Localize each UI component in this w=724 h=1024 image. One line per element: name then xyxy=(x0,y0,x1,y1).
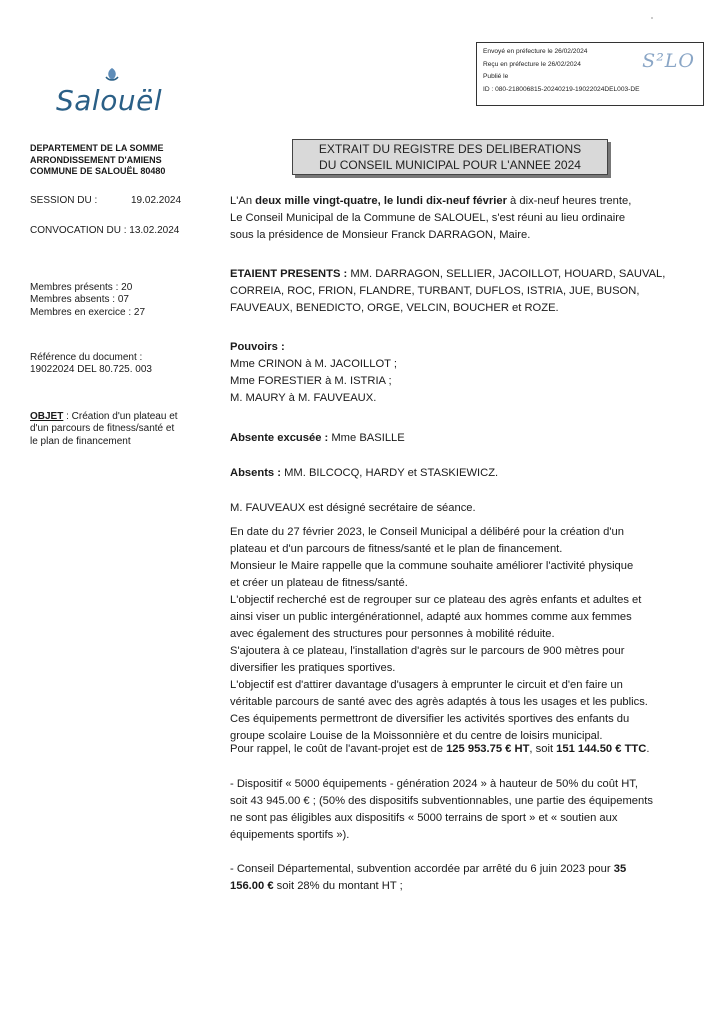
stamp-sent-date: Envoyé en préfecture le 26/02/2024 xyxy=(483,48,588,55)
session-label: SESSION DU : xyxy=(30,195,98,206)
pouvoir-2: Mme FORESTIER à M. ISTRIA ; xyxy=(230,375,392,387)
excusee-label: Absente excusée : xyxy=(230,432,329,444)
main-line-2: plateau et d'un parcours de fitness/santé et le plan de financement. xyxy=(230,543,563,555)
pouvoirs-block xyxy=(230,339,678,407)
objet-line-3: le plan de financement xyxy=(30,435,131,447)
main-line-10: L'objectif est d'attirer davantage d'usagers à emprunter le circuit et d'en faire un xyxy=(230,679,623,691)
intro-date: deux mille vingt-quatre, le lundi dix-neuf février xyxy=(255,195,507,207)
cout-sep: , soit xyxy=(529,743,557,755)
cout-ttc: 151 144.50 € TTC xyxy=(556,743,647,755)
pouvoirs-label: Pouvoirs : xyxy=(230,341,285,353)
convocation-date: CONVOCATION DU : 13.02.2024 xyxy=(30,225,180,236)
main-line-11: véritable parcours de santé avec des agrès adaptés à tous les usages et les publics. xyxy=(230,696,648,708)
membres-presents: Membres présents : 20 xyxy=(30,282,133,293)
disp-line-3: ne sont pas éligibles aux dispositifs « 5000 terrains de sport » et « soutien aux xyxy=(230,812,618,824)
absents-value: MM. BILCOCQ, HARDY et STASKIEWICZ. xyxy=(280,467,499,479)
absents-line xyxy=(230,465,678,482)
main-line-1: En date du 27 février 2023, le Conseil Municipal a délibéré pour la création d'un xyxy=(230,526,624,538)
prefecture-stamp xyxy=(476,42,704,106)
main-line-3: Monsieur le Maire rappelle que la commune souhaite améliorer l'activité physique xyxy=(230,560,634,572)
presents-label: ETAIENT PRESENTS : xyxy=(230,268,348,280)
objet-line-1: : Création d'un plateau et xyxy=(63,411,178,422)
disp-line-1: - Dispositif « 5000 équipements - génération 2024 » à hauteur de 50% du coût HT, xyxy=(230,778,638,790)
intro-paragraph xyxy=(230,193,678,244)
main-line-9: diversifier les pratiques sportives. xyxy=(230,662,396,674)
scan-speck xyxy=(651,17,653,19)
main-line-7: avec également des structures pour personnes à mobilité réduite. xyxy=(230,628,555,640)
membres-exercice: Membres en exercice : 27 xyxy=(30,306,146,318)
presents-line-3: FAUVEAUX, BENEDICTO, ORGE, VELCIN, BOUCHER et ROZE. xyxy=(230,302,559,314)
session-date: 19.02.2024 xyxy=(131,195,182,206)
cout-line xyxy=(230,741,678,758)
commune-logo xyxy=(50,62,170,122)
absents-label: Absents : xyxy=(230,467,281,479)
presents-line-1: MM. DARRAGON, SELLIER, JACOILLOT, HOUARD, SAUVAL, xyxy=(347,268,666,280)
reference-block xyxy=(30,352,208,377)
conseil-departemental-paragraph xyxy=(230,861,678,895)
presents-paragraph xyxy=(230,266,678,317)
dept-line-2: ARRONDISSEMENT D'AMIENS xyxy=(30,154,162,165)
main-line-13: groupe scolaire Louise de la Moissonnière et du centre de loisirs municipal. xyxy=(230,730,603,742)
main-line-4: et créer un plateau de fitness/santé. xyxy=(230,577,408,589)
intro-time: à dix-neuf heures trente, xyxy=(506,195,632,207)
main-line-8: S'ajoutera à ce plateau, l'installation d'agrès sur le parcours de 900 mètres pour xyxy=(230,645,625,657)
excusee-value: Mme BASILLE xyxy=(328,432,405,444)
cd-percent: soit 28% du montant HT ; xyxy=(273,880,403,892)
objet-line-2: d'un parcours de fitness/santé et xyxy=(30,423,175,435)
stamp-published: Publié le xyxy=(483,73,509,80)
cout-text: Pour rappel, le coût de l'avant-projet est de xyxy=(230,743,447,755)
reference-label: Référence du document : xyxy=(30,352,143,363)
intro-line-2: Le Conseil Municipal de la Commune de SALOUEL, s'est réuni au lieu ordinaire xyxy=(230,212,626,224)
excusee-line xyxy=(230,430,678,447)
dept-line-1: DEPARTEMENT DE LA SOMME xyxy=(30,143,164,153)
stamp-signature: S²LO xyxy=(642,50,695,72)
cd-amount-start: 35 xyxy=(613,863,627,875)
pouvoir-1: Mme CRINON à M. JACOILLOT ; xyxy=(230,358,398,370)
objet-label: OBJET xyxy=(30,411,64,422)
logo-text: Salouël xyxy=(56,84,163,117)
pouvoir-3: M. MAURY à M. FAUVEAUX. xyxy=(230,392,377,404)
main-line-5: L'objectif recherché est de regrouper sur ce plateau des agrès enfants et adultes et xyxy=(230,594,642,606)
secretaire-line: M. FAUVEAUX est désigné secrétaire de séance. xyxy=(230,502,476,514)
cd-text: - Conseil Départemental, subvention accordée par arrêté du 6 juin 2023 pour xyxy=(230,863,614,875)
disp-line-2: soit 43 945.00 € ; (50% des dispositifs subventionnables, une partie des équipements xyxy=(230,795,653,807)
membres-absents: Membres absents : 07 xyxy=(30,294,129,306)
objet-block xyxy=(30,411,215,448)
cout-end: . xyxy=(646,743,650,755)
session-row xyxy=(30,195,208,207)
main-paragraph xyxy=(230,524,678,745)
stamp-id: ID : 080-218006815-20240219-19022024DEL003-DE xyxy=(483,85,640,93)
disp-line-4: équipements sportifs »). xyxy=(230,829,350,841)
intro-text: L'An xyxy=(230,195,256,207)
department-header xyxy=(30,143,208,178)
title-line-2: DU CONSEIL MUNICIPAL POUR L'ANNEE 2024 xyxy=(319,158,581,172)
presents-line-2: CORREIA, ROC, FRION, FLANDRE, TURBANT, DUFLOS, ISTRIA, JUE, BUSON, xyxy=(230,285,640,297)
cout-ht: 125 953.75 € HT xyxy=(446,743,530,755)
main-line-6: ainsi viser un public intergénérationnel, adapté aux hommes comme aux femmes xyxy=(230,611,632,623)
title-line-1: EXTRAIT DU REGISTRE DES DELIBERATIONS xyxy=(318,142,582,156)
document-title xyxy=(292,139,608,175)
stamp-received-date: Reçu en préfecture le 26/02/2024 xyxy=(483,60,581,68)
dispositif-paragraph xyxy=(230,776,678,844)
dept-line-3: COMMUNE DE SALOUËL 80480 xyxy=(30,166,166,177)
logo-leaf-icon xyxy=(102,66,122,86)
intro-line-3: sous la présidence de Monsieur Franck DARRAGON, Maire. xyxy=(230,229,531,241)
main-line-12: Ces équipements permettront de diversifier les activités sportives des enfants du xyxy=(230,713,630,725)
reference-value: 19022024 DEL 80.725. 003 xyxy=(30,364,152,376)
cd-amount-end: 156.00 € xyxy=(230,880,274,892)
membres-block xyxy=(30,282,208,319)
